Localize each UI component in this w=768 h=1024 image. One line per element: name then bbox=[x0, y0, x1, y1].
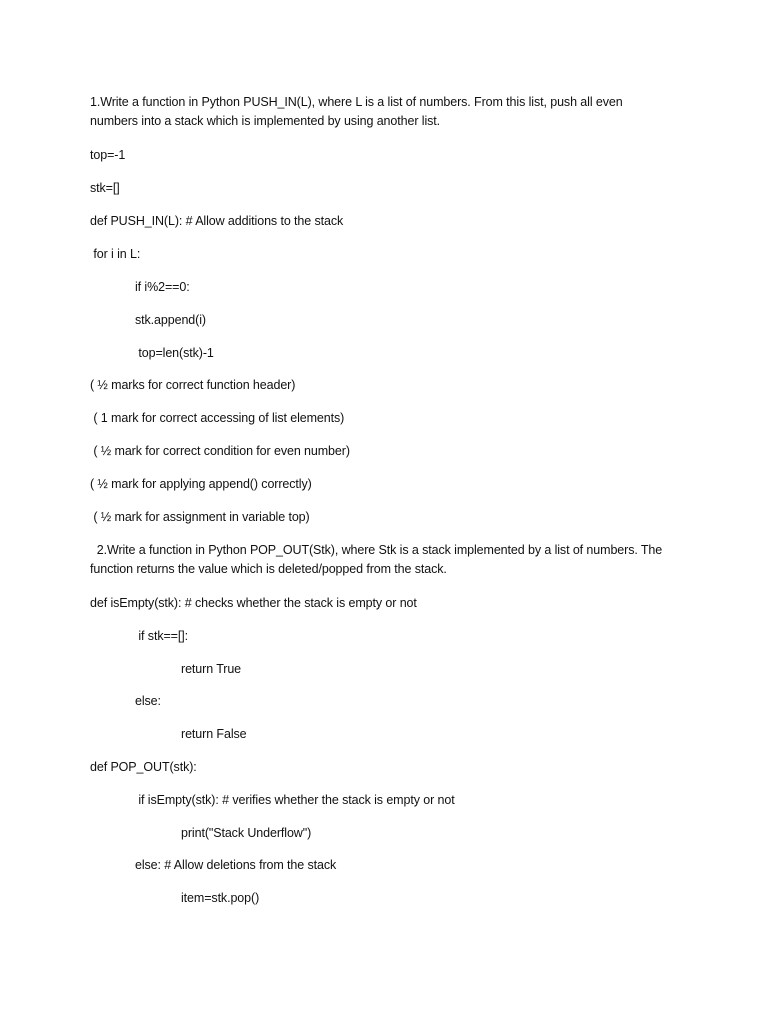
code-line: def POP_OUT(stk): bbox=[90, 760, 197, 774]
code-line: stk.append(i) bbox=[135, 313, 206, 327]
code-line: stk=[] bbox=[90, 181, 120, 195]
marks-line: ( ½ mark for assignment in variable top) bbox=[90, 510, 310, 524]
code-line: return True bbox=[181, 662, 242, 676]
code-line: item=stk.pop() bbox=[181, 891, 260, 905]
code-line: return False bbox=[181, 727, 247, 741]
code-line: else: # Allow deletions from the stack bbox=[135, 858, 337, 872]
code-line: if i%2==0: bbox=[135, 280, 190, 294]
marks-line: ( ½ marks for correct function header) bbox=[90, 378, 296, 392]
marks-line: ( ½ mark for applying append() correctly) bbox=[90, 477, 312, 491]
q2-prompt-line-1: 2.Write a function in Python POP_OUT(Stk), where Stk is a stack implemented by a list of numbers. The bbox=[90, 543, 663, 557]
code-line: top=-1 bbox=[90, 148, 126, 162]
code-line: def isEmpty(stk): # checks whether the stack is empty or not bbox=[90, 596, 417, 610]
code-line: print("Stack Underflow") bbox=[181, 826, 312, 840]
q2-prompt-line-2: function returns the value which is deleted/popped from the stack. bbox=[90, 562, 447, 576]
code-line: if isEmpty(stk): # verifies whether the stack is empty or not bbox=[135, 793, 455, 807]
q1-prompt-line-2: numbers into a stack which is implemented by using another list. bbox=[90, 114, 441, 128]
code-line: else: bbox=[135, 694, 161, 708]
code-line: def PUSH_IN(L): # Allow additions to the stack bbox=[90, 214, 344, 228]
marks-line: ( 1 mark for correct accessing of list elements) bbox=[90, 411, 345, 425]
marks-line: ( ½ mark for correct condition for even number) bbox=[90, 444, 350, 458]
code-line: if stk==[]: bbox=[135, 629, 188, 643]
code-line: for i in L: bbox=[90, 247, 141, 261]
q1-prompt-line-1: 1.Write a function in Python PUSH_IN(L), where L is a list of numbers. From this list, push all even bbox=[90, 95, 623, 109]
code-line: top=len(stk)-1 bbox=[135, 346, 214, 360]
